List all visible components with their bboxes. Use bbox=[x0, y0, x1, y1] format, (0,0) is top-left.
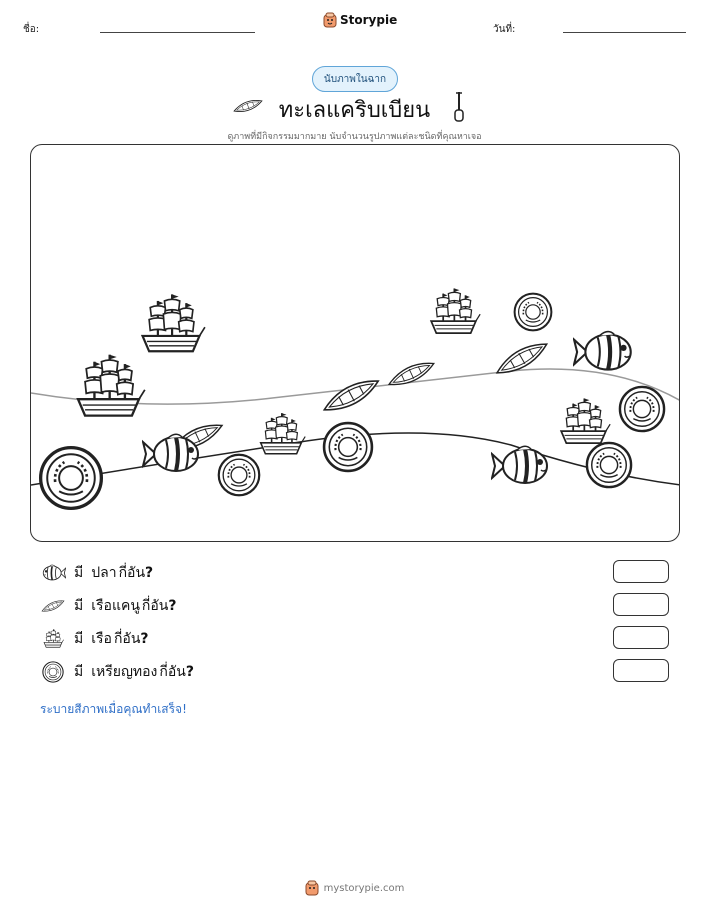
question-prefix: มี bbox=[74, 631, 84, 647]
gold-coin-icon bbox=[587, 443, 631, 487]
storypie-mascot-icon bbox=[305, 880, 319, 896]
caribbean-scene bbox=[31, 145, 680, 542]
question-row-coin bbox=[40, 661, 194, 683]
gold-coin-icon bbox=[219, 455, 259, 495]
brand-name: Storypie bbox=[340, 13, 398, 27]
canoe-icon bbox=[320, 373, 382, 417]
name-line[interactable] bbox=[100, 32, 255, 33]
name-label: ชื่อ: bbox=[23, 24, 40, 35]
answer-box-coin[interactable] bbox=[613, 659, 669, 682]
question-row-ship bbox=[40, 628, 149, 650]
storypie-mascot-icon bbox=[323, 12, 337, 28]
brand-logo bbox=[323, 12, 397, 28]
question-prefix: มี bbox=[74, 598, 84, 614]
question-item: เรือ bbox=[91, 631, 112, 647]
ship-icon bbox=[561, 398, 610, 443]
paddle-icon bbox=[452, 90, 466, 122]
canoe-icon bbox=[386, 357, 437, 391]
ship-icon bbox=[78, 355, 145, 416]
ship-icon bbox=[431, 288, 480, 333]
fish-icon bbox=[574, 332, 631, 370]
question-row-canoe bbox=[40, 595, 177, 617]
date-line[interactable] bbox=[563, 32, 686, 33]
fish-icon bbox=[40, 563, 66, 583]
gold-coin-icon bbox=[40, 661, 66, 683]
gold-coin-icon bbox=[515, 294, 552, 331]
question-suffix: กี่อัน? bbox=[141, 598, 177, 614]
question-prefix: มี bbox=[74, 565, 84, 581]
gold-coin-icon bbox=[324, 423, 372, 471]
question-item: ปลา bbox=[91, 565, 117, 581]
date-label: วันที่: bbox=[493, 24, 516, 35]
canoe-icon bbox=[40, 596, 66, 616]
site-url[interactable]: mystorypie.com bbox=[323, 882, 405, 894]
gold-coin-icon bbox=[41, 448, 102, 509]
coloring-note: ระบายสีภาพเมื่อคุณทำเสร็จ! bbox=[40, 702, 187, 716]
gold-coin-icon bbox=[620, 387, 664, 431]
answer-box-fish[interactable] bbox=[613, 560, 669, 583]
answer-box-canoe[interactable] bbox=[613, 593, 669, 616]
fish-icon bbox=[492, 446, 547, 483]
ship-icon bbox=[143, 294, 205, 351]
question-suffix: กี่อัน? bbox=[159, 664, 194, 680]
question-item: เหรียญทอง bbox=[91, 664, 158, 680]
question-item: เรือแคนู bbox=[91, 598, 140, 614]
activity-badge: นับภาพในฉาก bbox=[312, 66, 398, 92]
page-title: ทะเลแคริบเบียน bbox=[278, 98, 431, 123]
ship-icon bbox=[261, 413, 306, 454]
canoe-icon bbox=[493, 337, 551, 380]
site-footer bbox=[0, 880, 709, 896]
scene-panel bbox=[30, 144, 680, 542]
question-prefix: มี bbox=[74, 664, 84, 680]
question-suffix: กี่อัน? bbox=[118, 565, 154, 581]
question-row-fish bbox=[40, 562, 153, 584]
question-suffix: กี่อัน? bbox=[113, 631, 149, 647]
ship-icon bbox=[40, 628, 66, 650]
instructions: ดูภาพที่มีกิจกรรมมากมาย นับจำนวนรูปภาพแต่ละชนิดที่คุณหาเจอ bbox=[227, 132, 482, 142]
answer-box-ship[interactable] bbox=[613, 626, 669, 649]
